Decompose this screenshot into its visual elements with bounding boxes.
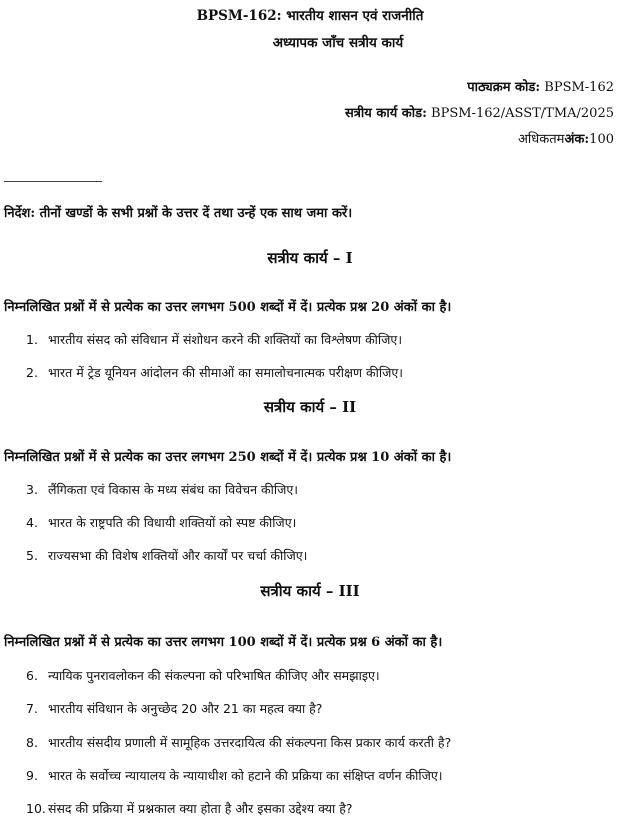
max-marks-line: [518, 129, 614, 147]
divider: [4, 181, 102, 182]
max-marks-prefix: अधिकतम: [517, 132, 565, 147]
course-title: BPSM-162: भारतीय शासन एवं राजनीति: [196, 8, 424, 24]
question-text: भारतीय संविधान के अनुच्छेद 20 और 21 का महत्व क्या है?: [48, 701, 323, 716]
question-number: 10.: [26, 801, 46, 816]
max-marks-label: अंक:: [564, 132, 590, 147]
question-text: भारत के सर्वोच्च न्यायालय के न्यायाधीश को हटाने की प्रक्रिया का संक्षिप्त वर्णन कीजिए।: [48, 768, 443, 783]
section-2-title: सत्रीय कार्य – II: [263, 398, 357, 416]
question-number: 2.: [26, 365, 38, 380]
question-number: 8.: [26, 735, 38, 750]
question-text: भारतीय संसद को संविधान में संशोधन करने की शक्तियों का विश्लेषण कीजिए।: [48, 332, 403, 347]
question-number: 3.: [26, 482, 38, 497]
question-text: भारत के राष्ट्रपति की विधायी शक्तियों को स्पष्ट कीजिए।: [48, 515, 297, 530]
question-number: 9.: [26, 768, 38, 783]
course-code-line: [467, 77, 614, 95]
section-3-title: सत्रीय कार्य – III: [260, 582, 360, 600]
question-item: [26, 364, 403, 381]
max-marks-value: 100: [589, 132, 614, 147]
question-item: [26, 514, 296, 531]
question-item: [26, 767, 443, 784]
assignment-code-line: [345, 103, 614, 121]
question-text: राज्यसभा की विशेष शक्तियों और कार्यों पर चर्चा कीजिए।: [48, 548, 308, 563]
question-text: भारतीय संसदीय प्रणाली में सामूहिक उत्तरदायित्व की संकल्पना किस प्रकार कार्य करती है?: [48, 735, 452, 750]
question-text: न्यायिक पुनरावलोकन की संकल्पना को परिभाषित कीजिए और समझाइए।: [48, 668, 380, 683]
question-number: 5.: [26, 548, 38, 563]
question-number: 1.: [26, 332, 38, 347]
general-instruction: निर्देश: तीनों खण्डों के सभी प्रश्नों के उत्तर दें तथा उन्हें एक साथ जमा करें।: [4, 206, 353, 221]
assignment-code-value: BPSM-162/ASST/TMA/2025: [431, 106, 614, 121]
course-code-value: BPSM-162: [544, 80, 614, 95]
question-item: [26, 481, 298, 498]
question-number: 6.: [26, 668, 38, 683]
question-item: [26, 700, 322, 717]
question-number: 4.: [26, 515, 38, 530]
question-item: [26, 667, 380, 684]
question-item: [26, 547, 307, 564]
question-text: भारत में ट्रेड यूनियन आंदोलन की सीमाओं का समालोचनात्मक परीक्षण कीजिए।: [48, 365, 404, 380]
course-code-label: पाठ्यक्रम कोड:: [467, 80, 541, 95]
section-1-instruction: निम्नलिखित प्रश्नों में से प्रत्येक का उत्तर लगभग 500 शब्दों में दें। प्रत्येक प्रश्न 20 अंकों का है।: [4, 300, 452, 315]
question-item: [26, 800, 353, 817]
section-2-instruction: निम्नलिखित प्रश्नों में से प्रत्येक का उत्तर लगभग 250 शब्दों में दें। प्रत्येक प्रश्न 10 अंकों का है।: [4, 450, 452, 465]
section-3-instruction: निम्नलिखित प्रश्नों में से प्रत्येक का उत्तर लगभग 100 शब्दों में दें। प्रत्येक प्रश्न 6 अंकों का है।: [4, 635, 443, 650]
assignment-title: अध्यापक जाँच सत्रीय कार्य: [272, 35, 404, 51]
section-1-title: सत्रीय कार्य – I: [267, 249, 353, 267]
question-item: [26, 331, 402, 348]
question-text: संसद की प्रक्रिया में प्रश्नकाल क्या होता है और इसका उद्देश्य क्या है?: [48, 801, 353, 816]
question-text: लैंगिकता एवं विकास के मध्य संबंध का विवेचन कीजिए।: [48, 482, 298, 497]
question-number: 7.: [26, 701, 38, 716]
assignment-code-label: सत्रीय कार्य कोड:: [344, 106, 427, 121]
question-item: [26, 734, 451, 751]
